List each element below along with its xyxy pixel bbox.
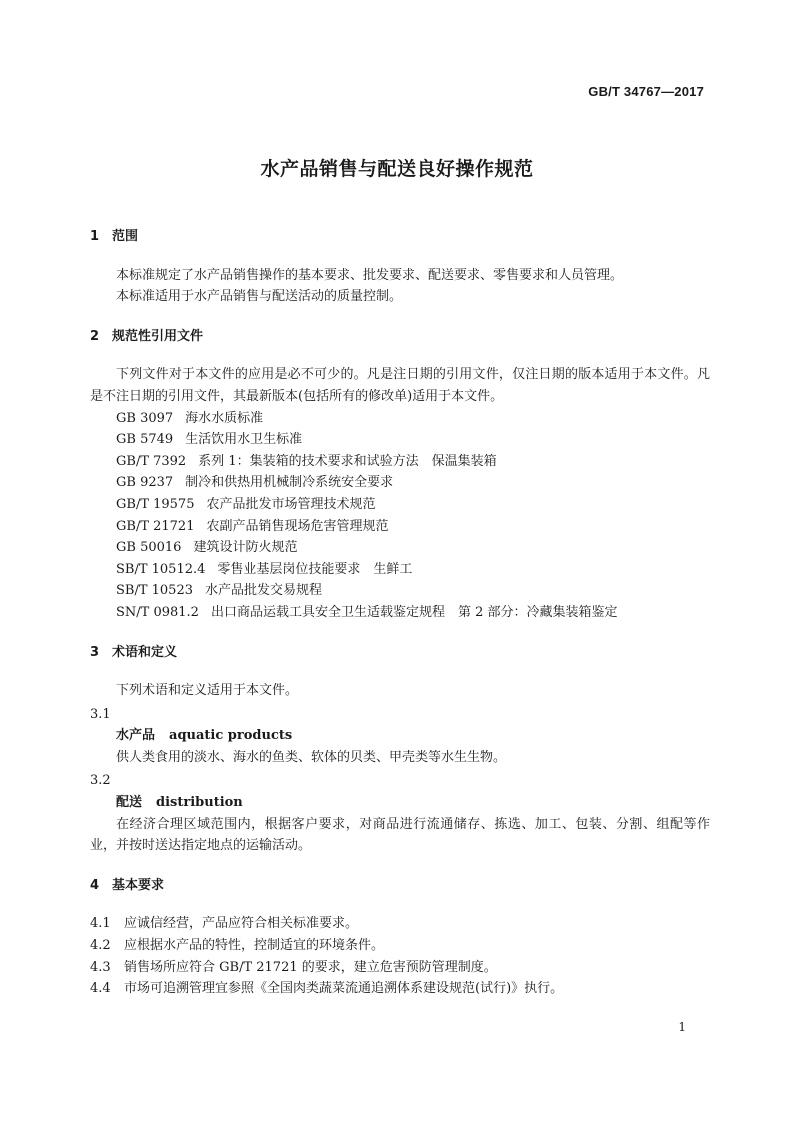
reference-title: 零售业基层岗位技能要求 生鲜工	[217, 561, 413, 577]
reference-code: GB 3097	[116, 410, 174, 426]
requirement-item	[90, 913, 710, 935]
reference-title: 农产品批发市场管理技术规范	[206, 496, 376, 512]
standard-number: GB/T 34767—2017	[588, 84, 704, 99]
reference-title: 制冷和供热用机械制冷系统安全要求	[185, 475, 394, 491]
term-english: distribution	[156, 795, 243, 811]
clause-number: 4.2	[90, 938, 111, 954]
clause-number: 4.1	[90, 916, 111, 932]
reference-code: SB/T 10512.4	[116, 561, 206, 577]
reference-code: SN/T 0981.2	[116, 604, 199, 620]
reference-title: 建筑设计防火规范	[193, 540, 298, 556]
section-heading-normative-references	[90, 326, 710, 348]
section-number: 1	[90, 229, 100, 244]
requirement-item	[90, 957, 710, 979]
reference-item	[90, 451, 710, 473]
clause-text: 销售场所应符合 GB/T 21721 的要求，建立危害预防管理制度。	[124, 959, 497, 975]
reference-item	[90, 559, 710, 581]
reference-item	[90, 516, 710, 538]
paragraph: 本标准适用于水产品销售与配送活动的质量控制。	[116, 289, 403, 305]
reference-title: 生活饮用水卫生标准	[185, 432, 303, 448]
clause-text: 应诚信经营，产品应符合相关标准要求。	[124, 916, 359, 932]
paragraph: 本标准规定了水产品销售操作的基本要求、批发要求、配送要求、零售要求和人员管理。	[116, 267, 624, 283]
term-entry	[90, 792, 710, 814]
section-heading-scope	[90, 226, 710, 248]
reference-code: GB/T 19575	[116, 496, 195, 512]
section-number: 2	[90, 328, 100, 344]
reference-title: 水产品批发交易规程	[205, 583, 323, 599]
section-number: 3	[90, 644, 100, 660]
section-number: 4	[90, 877, 100, 893]
paragraph: 下列文件对于本文件的应用是必不可少的。凡是注日期的引用文件，仅注日期的版本适用于本文件。凡是不注日期的引用文件，其最新版本(包括所有的修改单)适用于本文件。	[90, 367, 710, 404]
reference-item	[90, 602, 710, 624]
clause-number: 4.3	[90, 959, 111, 975]
reference-code: GB/T 7392	[116, 453, 187, 469]
reference-code: GB/T 21721	[116, 518, 195, 534]
section-title: 范围	[112, 229, 139, 244]
requirement-item	[90, 978, 710, 1000]
reference-item	[90, 429, 710, 451]
term-entry	[90, 725, 710, 747]
term-chinese: 配送	[116, 795, 143, 811]
reference-item	[90, 580, 710, 602]
term-number: 3.2	[90, 773, 111, 789]
document-title: 水产品销售与配送良好操作规范	[260, 158, 534, 180]
section-title: 基本要求	[112, 877, 165, 893]
section-heading-terms	[90, 642, 710, 664]
page-number: 1	[678, 1020, 686, 1034]
section-title: 术语和定义	[112, 644, 178, 660]
paragraph: 下列术语和定义适用于本文件。	[116, 683, 299, 699]
reference-title: 系列 1：集装箱的技术要求和试验方法 保温集装箱	[198, 453, 497, 469]
reference-item	[90, 408, 710, 430]
clause-number: 4.4	[90, 981, 111, 997]
reference-code: GB 50016	[116, 540, 182, 556]
term-english: aquatic products	[169, 728, 293, 744]
reference-title: 海水水质标准	[185, 410, 264, 426]
requirement-item	[90, 935, 710, 957]
term-chinese: 水产品	[116, 728, 156, 744]
term-number: 3.1	[90, 706, 111, 722]
clause-text: 应根据水产品的特性，控制适宜的环境条件。	[124, 938, 385, 954]
section-title: 规范性引用文件	[112, 328, 204, 344]
reference-code: SB/T 10523	[116, 583, 193, 599]
reference-title: 农副产品销售现场危害管理规范	[206, 518, 389, 534]
reference-title: 出口商品运载工具安全卫生适载鉴定规程 第 2 部分：冷藏集装箱鉴定	[210, 604, 618, 620]
reference-code: GB 9237	[116, 475, 174, 491]
term-definition: 在经济合理区域范围内，根据客户要求，对商品进行流通储存、拣选、加工、包装、分割、组配等作业，并按时送达指定地点的运输活动。	[90, 816, 710, 854]
reference-code: GB 5749	[116, 432, 174, 448]
reference-item	[90, 537, 710, 559]
section-heading-basic-requirements	[90, 875, 710, 897]
document-body	[90, 226, 710, 1000]
term-definition: 供人类食用的淡水、海水的鱼类、软体的贝类、甲壳类等水生生物。	[116, 749, 507, 765]
reference-item	[90, 494, 710, 516]
clause-text: 市场可追溯管理宜参照《全国肉类蔬菜流通追溯体系建设规范(试行)》执行。	[124, 981, 564, 997]
reference-item	[90, 472, 710, 494]
